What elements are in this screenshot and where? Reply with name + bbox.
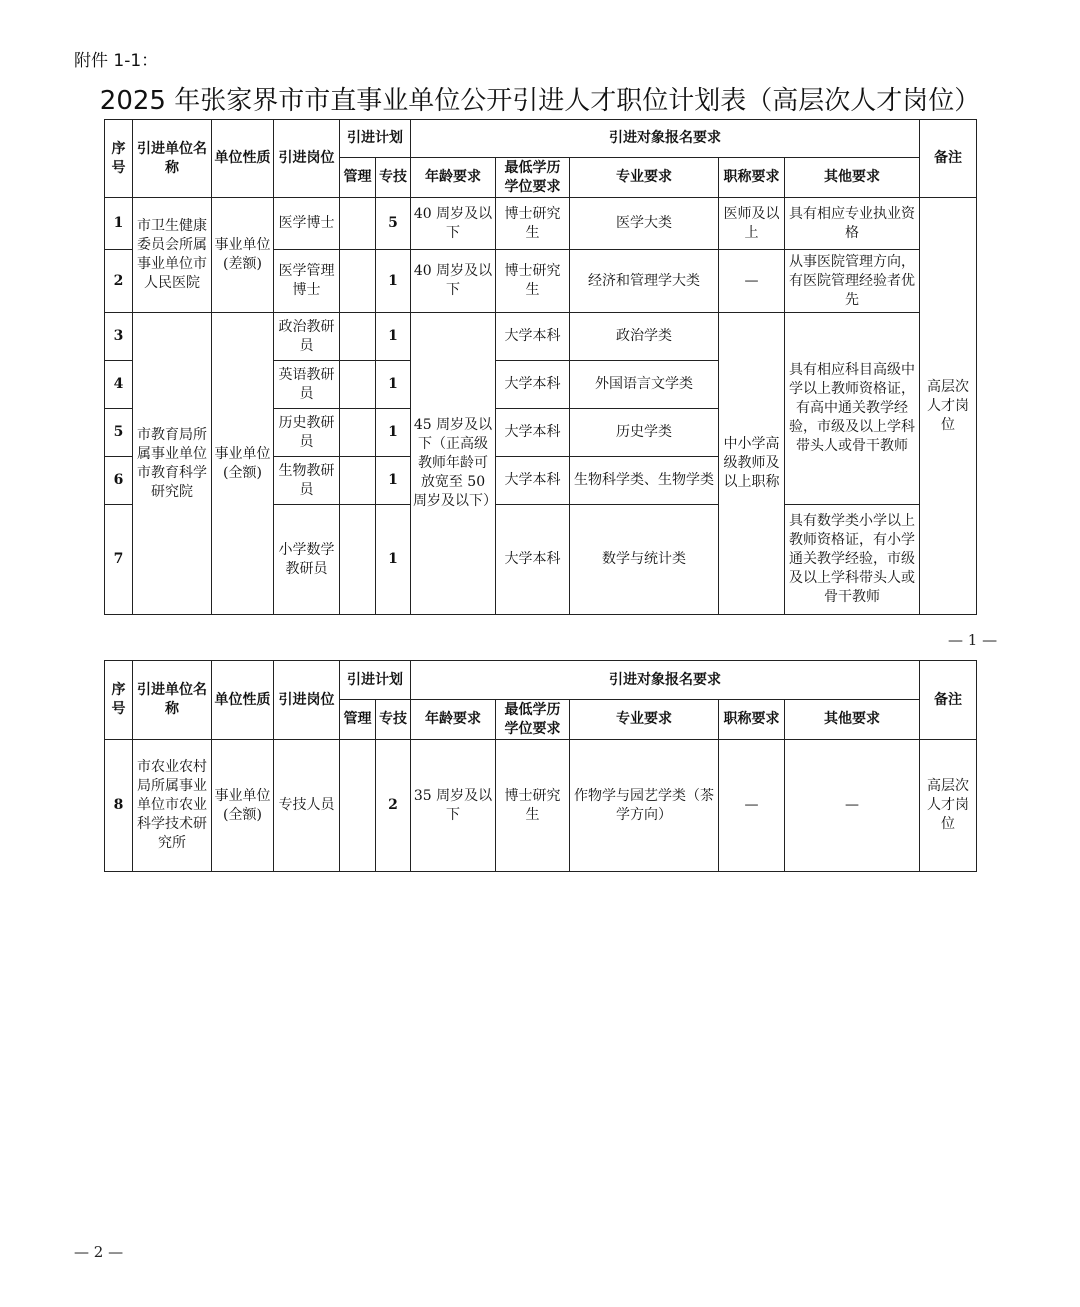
table-row xyxy=(105,198,977,250)
header-seq: 序号 xyxy=(105,661,133,740)
major-cell: 医学大类 xyxy=(570,198,719,250)
tech-cell: 1 xyxy=(376,250,411,313)
title-req-cell: — xyxy=(719,250,785,313)
header-other: 其他要求 xyxy=(785,700,920,740)
position-cell: 生物教研员 xyxy=(274,457,340,505)
other-cell: 从事医院管理方向，有医院管理经验者优先 xyxy=(785,250,920,313)
seq-cell: 3 xyxy=(105,313,133,361)
tech-cell: 2 xyxy=(376,740,411,872)
header-title-req: 职称要求 xyxy=(719,158,785,198)
position-cell: 历史教研员 xyxy=(274,409,340,457)
major-cell: 经济和管理学大类 xyxy=(570,250,719,313)
header-plan-mgmt: 管理 xyxy=(340,700,376,740)
mgmt-cell xyxy=(340,361,376,409)
tech-cell: 1 xyxy=(376,457,411,505)
seq-cell: 4 xyxy=(105,361,133,409)
major-cell: 作物学与园艺学类（茶学方向） xyxy=(570,740,719,872)
mgmt-cell xyxy=(340,198,376,250)
header-other: 其他要求 xyxy=(785,158,920,198)
header-requirements: 引进对象报名要求 xyxy=(411,661,920,700)
mgmt-cell xyxy=(340,505,376,615)
unit-name-cell: 市教育局所属事业单位市教育科学研究院 xyxy=(133,313,212,615)
position-cell: 医学博士 xyxy=(274,198,340,250)
major-cell: 历史学类 xyxy=(570,409,719,457)
header-plan-tech: 专技 xyxy=(376,700,411,740)
mgmt-cell xyxy=(340,409,376,457)
header-unit-name: 引进单位名 称 xyxy=(133,120,212,198)
other-cell: 具有相应科目高级中学以上教师资格证，有高中通关教学经验，市级及以上学科带头人或骨干教师 xyxy=(785,313,920,505)
unit-nature-cell: 事业单位(全额) xyxy=(212,740,274,872)
header-age: 年龄要求 xyxy=(411,700,496,740)
education-cell: 博士研究生 xyxy=(496,198,570,250)
remark-cell: 高层次人才岗位 xyxy=(920,198,977,615)
mgmt-cell xyxy=(340,250,376,313)
education-cell: 大学本科 xyxy=(496,409,570,457)
header-position: 引进岗位 xyxy=(274,661,340,740)
attachment-label: 附件 1-1： xyxy=(74,51,159,71)
tech-cell: 1 xyxy=(376,313,411,361)
remark-cell: 高层次人才岗位 xyxy=(920,740,977,872)
page-number-1: — 1 — xyxy=(948,631,998,649)
position-cell: 医学管理博士 xyxy=(274,250,340,313)
seq-cell: 8 xyxy=(105,740,133,872)
major-cell: 外国语言文学类 xyxy=(570,361,719,409)
unit-name-cell: 市农业农村局所属事业单位市农业科学技术研究所 xyxy=(133,740,212,872)
header-major: 专业要求 xyxy=(570,158,719,198)
tech-cell: 1 xyxy=(376,409,411,457)
header-education: 最低学历学位要求 xyxy=(496,700,570,740)
header-seq: 序号 xyxy=(105,120,133,198)
other-cell: 具有数学类小学以上教师资格证，有小学通关教学经验，市级及以上学科带头人或骨干教师 xyxy=(785,505,920,615)
title-req-cell: — xyxy=(719,740,785,872)
header-plan-mgmt: 管理 xyxy=(340,158,376,198)
position-plan-table-2 xyxy=(104,660,977,872)
education-cell: 博士研究生 xyxy=(496,740,570,872)
header-remark: 备注 xyxy=(920,661,977,740)
header-unit-nature: 单位性质 xyxy=(212,661,274,740)
header-remark: 备注 xyxy=(920,120,977,198)
mgmt-cell xyxy=(340,313,376,361)
tech-cell: 5 xyxy=(376,198,411,250)
title-req-cell: 中小学高级教师及以上职称 xyxy=(719,313,785,615)
education-cell: 大学本科 xyxy=(496,457,570,505)
age-cell: 45 周岁及以下（正高级教师年龄可放宽至 50 周岁及以下） xyxy=(411,313,496,615)
tech-cell: 1 xyxy=(376,361,411,409)
education-cell: 博士研究生 xyxy=(496,250,570,313)
header-unit-name: 引进单位名 称 xyxy=(133,661,212,740)
seq-cell: 5 xyxy=(105,409,133,457)
age-cell: 35 周岁及以下 xyxy=(411,740,496,872)
header-major: 专业要求 xyxy=(570,700,719,740)
unit-nature-cell: 事业单位(全额) xyxy=(212,313,274,615)
position-plan-table-1 xyxy=(104,119,977,615)
title-req-cell: 医师及以上 xyxy=(719,198,785,250)
position-cell: 英语教研员 xyxy=(274,361,340,409)
header-unit-nature: 单位性质 xyxy=(212,120,274,198)
education-cell: 大学本科 xyxy=(496,361,570,409)
header-plan: 引进计划 xyxy=(340,120,411,158)
table-row xyxy=(105,313,977,361)
header-age: 年龄要求 xyxy=(411,158,496,198)
seq-cell: 6 xyxy=(105,457,133,505)
tech-cell: 1 xyxy=(376,505,411,615)
header-plan: 引进计划 xyxy=(340,661,411,700)
other-cell: — xyxy=(785,740,920,872)
header-title-req: 职称要求 xyxy=(719,700,785,740)
header-position: 引进岗位 xyxy=(274,120,340,198)
mgmt-cell xyxy=(340,740,376,872)
page-number-2: — 2 — xyxy=(74,1243,124,1261)
major-cell: 政治学类 xyxy=(570,313,719,361)
seq-cell: 7 xyxy=(105,505,133,615)
header-plan-tech: 专技 xyxy=(376,158,411,198)
major-cell: 数学与统计类 xyxy=(570,505,719,615)
position-cell: 专技人员 xyxy=(274,740,340,872)
seq-cell: 1 xyxy=(105,198,133,250)
seq-cell: 2 xyxy=(105,250,133,313)
age-cell: 40 周岁及以下 xyxy=(411,250,496,313)
education-cell: 大学本科 xyxy=(496,313,570,361)
mgmt-cell xyxy=(340,457,376,505)
position-cell: 政治教研员 xyxy=(274,313,340,361)
major-cell: 生物科学类、生物学类 xyxy=(570,457,719,505)
header-requirements: 引进对象报名要求 xyxy=(411,120,920,158)
header-education: 最低学历学位要求 xyxy=(496,158,570,198)
page-title: 2025 年张家界市市直事业单位公开引进人才职位计划表（高层次人才岗位） xyxy=(99,86,981,116)
age-cell: 40 周岁及以下 xyxy=(411,198,496,250)
table-row xyxy=(105,740,977,872)
position-cell: 小学数学教研员 xyxy=(274,505,340,615)
unit-nature-cell: 事业单位(差额) xyxy=(212,198,274,313)
unit-name-cell: 市卫生健康委员会所属事业单位市人民医院 xyxy=(133,198,212,313)
other-cell: 具有相应专业执业资格 xyxy=(785,198,920,250)
education-cell: 大学本科 xyxy=(496,505,570,615)
